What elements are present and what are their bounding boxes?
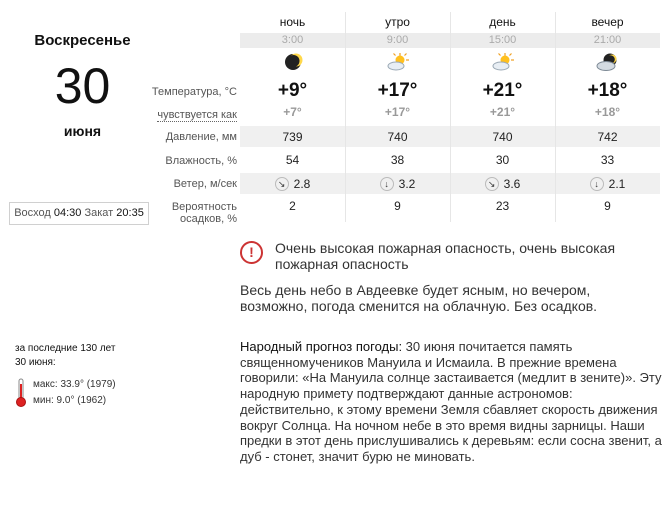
fire-danger-alert: Очень высокая пожарная опасность, очень высокая пожарная опасность xyxy=(275,240,616,272)
history-max: макс: 33.9° (1979) xyxy=(33,379,116,390)
day-description: Весь день небо в Авдеевке будет ясным, но вечером, возможно, погода сменится на облачную. Без осадков. xyxy=(240,282,598,314)
history-values xyxy=(33,377,116,409)
wind-speed: 2.1 xyxy=(608,177,626,191)
sunrise-label: Восход xyxy=(14,207,51,219)
wind-direction-icon: ↘ xyxy=(485,177,499,191)
period-time: 21:00 xyxy=(593,34,622,46)
moon-cloud-icon xyxy=(555,52,660,72)
temperature-value: +18° xyxy=(587,80,628,101)
history-caption xyxy=(15,342,175,370)
precip-value: 23 xyxy=(495,199,510,213)
pressure-value: 739 xyxy=(282,130,303,144)
history-min: мин: 9.0° (1962) xyxy=(33,395,107,406)
moon-clear-icon xyxy=(240,52,345,72)
wind-direction-icon: ↓ xyxy=(590,177,604,191)
precip-value: 9 xyxy=(604,199,611,213)
pressure-value: 742 xyxy=(597,130,618,144)
wind-direction-icon: ↓ xyxy=(380,177,394,191)
wind-cell xyxy=(345,176,450,191)
label-wind: Ветер, м/сек xyxy=(173,178,237,190)
label-pressure: Давление, мм xyxy=(165,131,237,143)
label-temperature: Температура, °С xyxy=(151,86,237,98)
wind-speed: 3.2 xyxy=(398,177,416,191)
humidity-value: 54 xyxy=(285,153,300,167)
history-line-2: 30 июня: xyxy=(15,357,56,368)
period-time: 9:00 xyxy=(386,34,409,46)
day-number: 30 xyxy=(54,58,111,114)
period-name: утро xyxy=(385,15,410,29)
weekday: Воскресенье xyxy=(34,32,131,49)
wind-cell xyxy=(450,176,555,191)
period-name: ночь xyxy=(279,15,306,29)
humidity-value: 30 xyxy=(495,153,510,167)
sunset-label: Закат xyxy=(84,207,114,219)
period-time: 3:00 xyxy=(281,34,304,46)
pressure-value: 740 xyxy=(492,130,513,144)
folk-text: 30 июня почитается память священномучеников Мануила и Исмаила. В прежние времена говорили: «На Мануила солнце застаивается (медлит в зените)». Эту народную примету подтверждают данные астрономов: действительно, к этому времени Земля сбавляет скорость движения вокруг Солнца. На ночном небе в это время видны зарницы. Наши предки в этот день прислушивались к деревьям: если сосна звенит, а дуб - стонет, значит бурю не миновать. xyxy=(240,339,662,464)
sunrise-time: 04:30 xyxy=(53,207,82,219)
humidity-value: 38 xyxy=(390,153,405,167)
label-feels-like[interactable]: чувствуется как xyxy=(157,109,237,121)
feels-like-value: +21° xyxy=(489,105,516,119)
folk-forecast xyxy=(240,339,665,465)
feels-like-value: +18° xyxy=(594,105,621,119)
wind-direction-icon: ↘ xyxy=(275,177,289,191)
sunrise-sunset-box xyxy=(9,202,149,225)
month-name: июня xyxy=(63,123,102,139)
thermometer-icon xyxy=(14,378,28,408)
feels-like-value: +7° xyxy=(283,105,302,119)
period-name: вечер xyxy=(591,15,624,29)
temperature-value: +9° xyxy=(277,80,308,101)
period-time: 15:00 xyxy=(488,34,517,46)
warning-icon: ! xyxy=(240,241,263,264)
wind-speed: 3.6 xyxy=(503,177,521,191)
folk-title: Народный прогноз погоды: xyxy=(240,339,403,354)
wind-speed: 2.8 xyxy=(293,177,311,191)
history-line-1: за последние 130 лет xyxy=(15,343,116,354)
label-precip: Вероятность осадков, % xyxy=(171,201,237,225)
precip-value: 9 xyxy=(394,199,401,213)
sun-cloud-icon xyxy=(345,52,450,72)
sunset-time: 20:35 xyxy=(116,207,144,219)
humidity-value: 33 xyxy=(600,153,615,167)
precip-value: 2 xyxy=(289,199,296,213)
wind-cell xyxy=(240,176,345,191)
label-humidity: Влажность, % xyxy=(165,155,237,167)
temperature-value: +17° xyxy=(377,80,418,101)
period-name: день xyxy=(489,15,516,29)
wind-cell xyxy=(555,176,660,191)
pressure-value: 740 xyxy=(387,130,408,144)
sun-cloud-icon xyxy=(450,52,555,72)
feels-like-value: +17° xyxy=(384,105,411,119)
temperature-value: +21° xyxy=(482,80,523,101)
